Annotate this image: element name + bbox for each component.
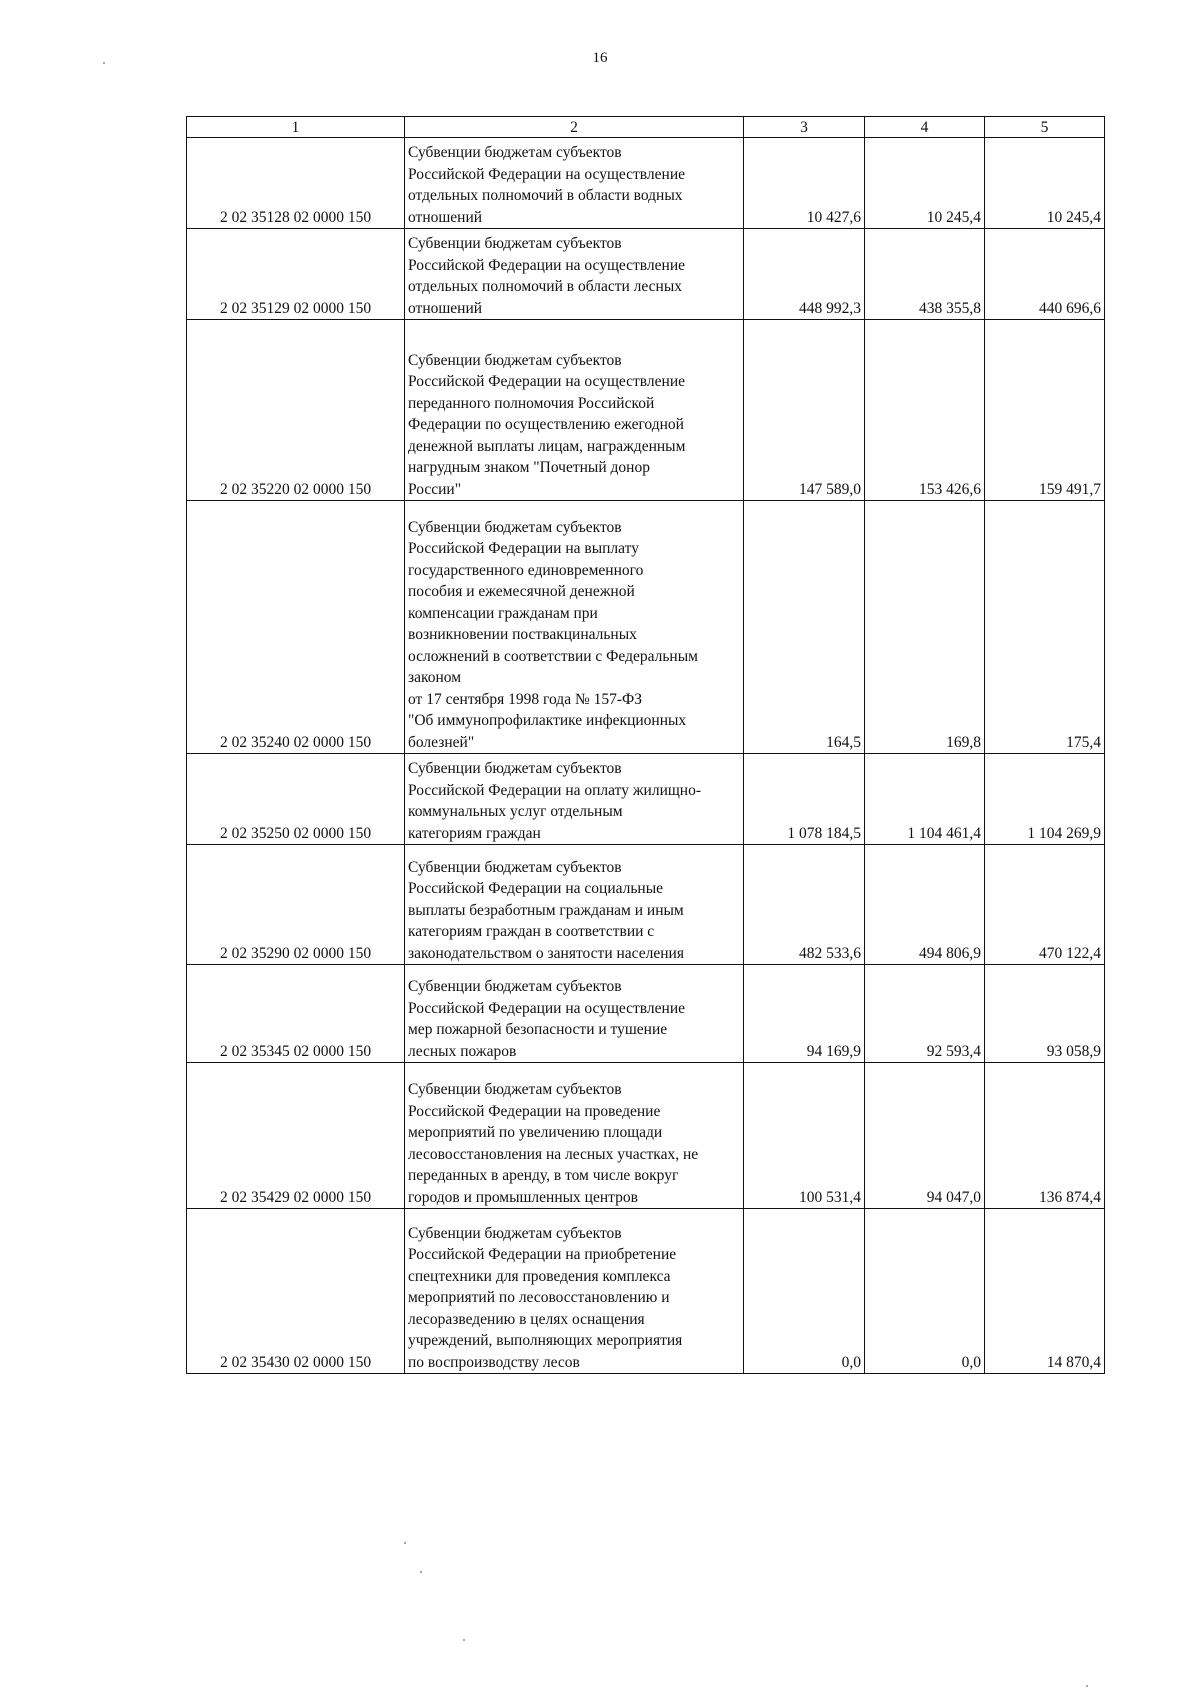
table-row [187, 138, 1105, 229]
description-line: денежной выплаты лицам, награжденным [408, 437, 686, 455]
amount-cell-col4: 494 806,9 [865, 845, 985, 965]
amount-cell-col5: 440 696,6 [985, 229, 1105, 320]
description-line: компенсации гражданам при [408, 604, 598, 622]
table-row [187, 320, 1105, 501]
amount-cell-col4: 10 245,4 [865, 138, 985, 229]
amount-cell-col5: 136 874,4 [985, 1063, 1105, 1209]
description-cell [405, 501, 744, 754]
description-line: мероприятий по лесовосстановлению и [408, 1289, 670, 1306]
description-line: спецтехники для проведения комплекса [408, 1267, 671, 1285]
amount-cell-col4: 92 593,4 [865, 965, 985, 1063]
description-cell [405, 229, 744, 320]
amount-cell-col4: 153 426,6 [865, 320, 985, 501]
description-line: мер пожарной безопасности и тушение [408, 1021, 668, 1038]
scan-speck [420, 1571, 422, 1573]
description-line: Субвенции бюджетам субъектов [408, 518, 622, 536]
table-row [187, 1063, 1105, 1209]
description-line: государственного единовременного [408, 561, 644, 579]
table-header-row [187, 117, 1105, 138]
description-line: Субвенции бюджетам субъектов [408, 760, 622, 777]
description-line: России" [408, 480, 462, 498]
amount-cell-col4: 94 047,0 [865, 1063, 985, 1209]
amount-cell-col4: 0,0 [865, 1209, 985, 1374]
table-body [187, 138, 1105, 1374]
description-line: мероприятий по увеличению площади [408, 1124, 663, 1141]
column-header-3: 3 [744, 117, 865, 138]
description-cell [405, 754, 744, 845]
table-row [187, 501, 1105, 754]
description-line: учреждений, выполняющих мероприятия [408, 1332, 683, 1349]
description-line: Российской Федерации на проведение [408, 1102, 661, 1120]
description-line: переданных в аренду, в том числе вокруг [408, 1167, 679, 1184]
description-line: выплаты безработным гражданам и иным [408, 901, 684, 919]
amount-cell-col3: 0,0 [744, 1209, 865, 1374]
revenue-code-cell: 2 02 35250 02 0000 150 [187, 754, 405, 845]
table-row [187, 845, 1105, 965]
table-row [187, 754, 1105, 845]
description-line: Субвенции бюджетам субъектов [408, 1081, 622, 1098]
amount-cell-col3: 100 531,4 [744, 1063, 865, 1209]
description-line: Субвенции бюджетам субъектов [408, 351, 622, 369]
description-line: Российской Федерации на осуществление [408, 373, 686, 390]
amount-cell-col5: 93 058,9 [985, 965, 1105, 1063]
description-line: от 17 сентября 1998 года № 157-ФЗ [408, 690, 643, 708]
description-cell [405, 1209, 744, 1374]
amount-cell-col4: 169,8 [865, 501, 985, 754]
column-header-2: 2 [405, 117, 744, 138]
scan-speck [1086, 1685, 1088, 1687]
description-line: законодательством о занятости населения [408, 944, 684, 962]
revenue-code-cell: 2 02 35128 02 0000 150 [187, 138, 405, 229]
description-line: Субвенции бюджетам субъектов [408, 858, 622, 876]
revenue-code-cell: 2 02 35345 02 0000 150 [187, 965, 405, 1063]
description-line: Российской Федерации на оплату жилищно- [408, 781, 702, 799]
description-line: Российской Федерации на приобретение [408, 1246, 677, 1263]
description-line: пособия и ежемесячной денежной [408, 583, 635, 600]
description-line: Субвенции бюджетам субъектов [408, 235, 622, 252]
amount-cell-col5: 159 491,7 [985, 320, 1105, 501]
description-cell [405, 845, 744, 965]
column-header-4: 4 [865, 117, 985, 138]
revenue-code-cell: 2 02 35240 02 0000 150 [187, 501, 405, 754]
revenue-code-cell: 2 02 35430 02 0000 150 [187, 1209, 405, 1374]
amount-cell-col5: 10 245,4 [985, 138, 1105, 229]
description-line: отдельных полномочий в области водных [408, 187, 683, 204]
description-line: лесных пожаров [408, 1042, 517, 1060]
description-line: возникновении поствакцинальных [408, 626, 637, 643]
description-cell [405, 1063, 744, 1209]
description-line: Субвенции бюджетам субъектов [408, 1224, 622, 1242]
amount-cell-col3: 147 589,0 [744, 320, 865, 501]
amount-cell-col4: 438 355,8 [865, 229, 985, 320]
amount-cell-col5: 470 122,4 [985, 845, 1105, 965]
scan-speck [404, 1542, 406, 1544]
description-line: коммунальных услуг отдельным [408, 803, 623, 820]
description-line: Российской Федерации на социальные [408, 880, 664, 897]
description-line: Субвенции бюджетам субъектов [408, 144, 622, 161]
column-header-5: 5 [985, 117, 1105, 138]
description-line: нагрудным знаком "Почетный донор [408, 459, 650, 476]
revenue-code-cell: 2 02 35129 02 0000 150 [187, 229, 405, 320]
revenue-code-cell: 2 02 35290 02 0000 150 [187, 845, 405, 965]
description-line: "Об иммунопрофилактике инфекционных [408, 712, 687, 729]
amount-cell-col4: 1 104 461,4 [865, 754, 985, 845]
description-line: Российской Федерации на осуществление [408, 165, 686, 183]
scan-speck [103, 62, 105, 64]
description-line: Субвенции бюджетам субъектов [408, 978, 622, 995]
description-line: по воспроизводству лесов [408, 1353, 580, 1371]
amount-cell-col5: 175,4 [985, 501, 1105, 754]
table-row [187, 965, 1105, 1063]
description-line: городов и промышленных центров [408, 1188, 638, 1206]
description-cell [405, 138, 744, 229]
scan-speck [463, 1639, 465, 1641]
description-line: отношений [408, 208, 483, 226]
description-cell [405, 965, 744, 1063]
revenue-code-cell: 2 02 35429 02 0000 150 [187, 1063, 405, 1209]
amount-cell-col3: 164,5 [744, 501, 865, 754]
amount-cell-col5: 14 870,4 [985, 1209, 1105, 1374]
revenue-code-cell: 2 02 35220 02 0000 150 [187, 320, 405, 501]
description-cell [405, 320, 744, 501]
column-header-1: 1 [187, 117, 405, 138]
table-row [187, 229, 1105, 320]
description-line: категориям граждан [408, 824, 541, 842]
description-line: категориям граждан в соответствии с [408, 923, 655, 940]
description-line: лесовосстановления на лесных участках, не [408, 1145, 699, 1163]
description-line: осложнений в соответствии с Федеральным [408, 647, 698, 665]
description-line: отношений [408, 299, 483, 317]
description-line: Российской Федерации на осуществление [408, 256, 686, 274]
page-number: 16 [592, 50, 608, 66]
amount-cell-col3: 448 992,3 [744, 229, 865, 320]
amount-cell-col3: 1 078 184,5 [744, 754, 865, 845]
amount-cell-col3: 482 533,6 [744, 845, 865, 965]
amount-cell-col5: 1 104 269,9 [985, 754, 1105, 845]
description-line: лесоразведению в целях оснащения [408, 1310, 645, 1328]
description-line: отдельных полномочий в области лесных [408, 278, 682, 295]
description-line: законом [408, 669, 462, 686]
description-line: переданного полномочия Российской [408, 394, 655, 412]
amount-cell-col3: 94 169,9 [744, 965, 865, 1063]
description-line: болезней" [408, 733, 475, 751]
description-line: Российской Федерации на осуществление [408, 999, 686, 1017]
table-row [187, 1209, 1105, 1374]
description-line: Федерации по осуществлению ежегодной [408, 416, 684, 433]
budget-table [186, 116, 1105, 1374]
amount-cell-col3: 10 427,6 [744, 138, 865, 229]
description-line: Российской Федерации на выплату [408, 540, 639, 557]
